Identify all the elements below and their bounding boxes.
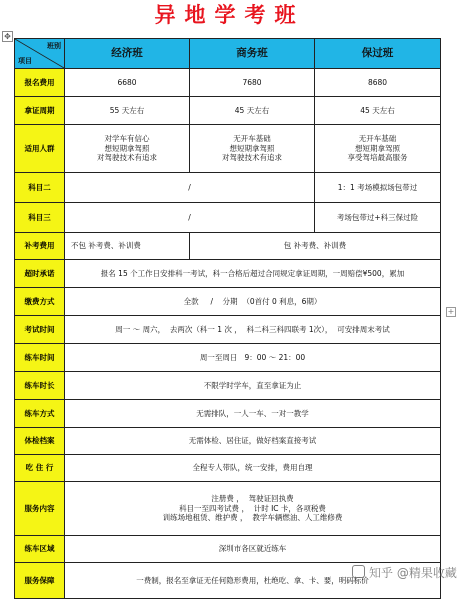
cell-lodging: 全程专人带队，统一安排，费用自理	[65, 455, 441, 482]
col-header-economy: 经济班	[65, 39, 190, 69]
watermark-text: 知乎 @精果收藏	[369, 566, 457, 580]
suitable-line: 想短期拿驾照	[229, 143, 275, 153]
cell-subject2-guaranteed: 1：1 考场模拟场包带过	[315, 173, 441, 203]
zhihu-logo-icon	[352, 565, 365, 578]
suitable-line: 对驾驶技术有追求	[97, 153, 157, 163]
table-row	[15, 428, 441, 455]
cell-fee-business: 7680	[190, 69, 315, 97]
cell-subject3-merged: /	[65, 203, 315, 233]
cell-cert-business: 45 天左右	[190, 97, 315, 125]
service-line: 训练场地租赁、维护费 ， 教学车辆燃油、人工维修费	[162, 513, 343, 523]
cell-suitable-economy	[65, 125, 190, 173]
row-label-health: 体检档案	[15, 428, 65, 455]
row-label-exam-time: 考试时间	[15, 316, 65, 344]
course-comparison-table	[14, 38, 441, 599]
row-label-overtime: 超时承诺	[15, 260, 65, 288]
row-label-guarantee: 服务保障	[15, 563, 65, 599]
cell-area: 深圳市各区就近练车	[65, 536, 441, 563]
row-label-service: 服务内容	[15, 482, 65, 536]
cell-health: 无需体检、居住证，做好档案直接考试	[65, 428, 441, 455]
cell-subject3-guaranteed: 考场包带过+科三保过险	[315, 203, 441, 233]
cell-overtime: 报名 15 个工作日安排科一考试，科一合格后超过合同规定拿证周期，一周赔偿¥500，累加	[65, 260, 441, 288]
suitable-line: 想短期拿驾照	[104, 143, 150, 153]
row-label-practice-length: 练车时长	[15, 372, 65, 400]
watermark	[352, 564, 457, 581]
table-row	[15, 288, 441, 316]
header-row	[15, 39, 441, 69]
col-header-business: 商务班	[190, 39, 315, 69]
cell-cert-economy: 55 天左右	[65, 97, 190, 125]
row-label-fee: 报名费用	[15, 69, 65, 97]
cell-makeup-merged: 包 补考费、补训费	[190, 233, 441, 260]
cell-exam-time: 周一 ～ 周六， 去两次（科一 1 次 ， 科二科三科四联考 1次）， 可安排周末考试	[65, 316, 441, 344]
cell-practice-time: 周一至周日 9：00 ～ 21：00	[65, 344, 441, 372]
table-row	[15, 344, 441, 372]
row-label-practice-time: 练车时间	[15, 344, 65, 372]
cell-fee-guaranteed: 8680	[315, 69, 441, 97]
table-row	[15, 482, 441, 536]
suitable-line: 享受驾培最高服务	[347, 153, 408, 163]
suitable-line: 无开车基础	[233, 133, 271, 143]
table-row	[15, 400, 441, 428]
cell-suitable-guaranteed	[315, 125, 441, 173]
cell-practice-length: 不限学时学车，直至拿证为止	[65, 372, 441, 400]
cell-guarantee: 一费制，报名至拿证无任何隐形费用，杜绝吃、拿、卡、要，明码标价	[65, 563, 441, 599]
table-row	[15, 372, 441, 400]
cell-suitable-business	[190, 125, 315, 173]
service-line: 注册费 ， 驾驶证回执费	[211, 493, 294, 503]
table-row	[15, 173, 441, 203]
cell-practice-mode: 无需排队，一人一车、一对一教学	[65, 400, 441, 428]
cell-payment: 全款 / 分期 （0首付 0 利息，6期）	[65, 288, 441, 316]
row-label-practice-mode: 练车方式	[15, 400, 65, 428]
table-row	[15, 69, 441, 97]
table-row	[15, 455, 441, 482]
table-row	[15, 203, 441, 233]
row-label-cert: 拿证周期	[15, 97, 65, 125]
corner-label-class: 班别	[47, 42, 61, 50]
row-label-area: 练车区域	[15, 536, 65, 563]
row-label-makeup-fee: 补考费用	[15, 233, 65, 260]
cell-makeup-economy: 不包 补考费、补训费	[65, 233, 190, 260]
table-resize-handle-icon[interactable]: +	[447, 307, 455, 316]
cell-cert-guaranteed: 45 天左右	[315, 97, 441, 125]
table-row	[15, 260, 441, 288]
suitable-line: 无开车基础	[358, 133, 397, 143]
row-label-suitable: 适用人群	[15, 125, 65, 173]
row-label-subject2: 科目二	[15, 173, 65, 203]
row-label-lodging: 吃 住 行	[15, 455, 65, 482]
suitable-line: 对驾驶技术有追求	[222, 153, 282, 163]
row-label-subject3: 科目三	[15, 203, 65, 233]
table-row	[15, 125, 441, 173]
table-row	[15, 233, 441, 260]
page-title: 异地学考班	[154, 3, 305, 27]
corner-label-item: 项目	[18, 56, 32, 65]
table-row	[15, 316, 441, 344]
suitable-line: 想短期拿驾照	[355, 143, 400, 153]
row-label-payment: 缴费方式	[15, 288, 65, 316]
cell-service	[65, 482, 441, 536]
suitable-line: 对学车有信心	[104, 133, 150, 143]
table-move-handle-icon[interactable]: ✥	[2, 31, 13, 42]
cell-fee-economy: 6680	[65, 69, 190, 97]
col-header-guaranteed: 保过班	[315, 39, 441, 69]
table-row	[15, 536, 441, 563]
cell-subject2-merged: /	[65, 173, 315, 203]
corner-cell	[15, 39, 65, 69]
service-line: 科目一至四考试费 ， 计时 IC 卡，各项税费	[179, 503, 326, 513]
table-row	[15, 97, 441, 125]
